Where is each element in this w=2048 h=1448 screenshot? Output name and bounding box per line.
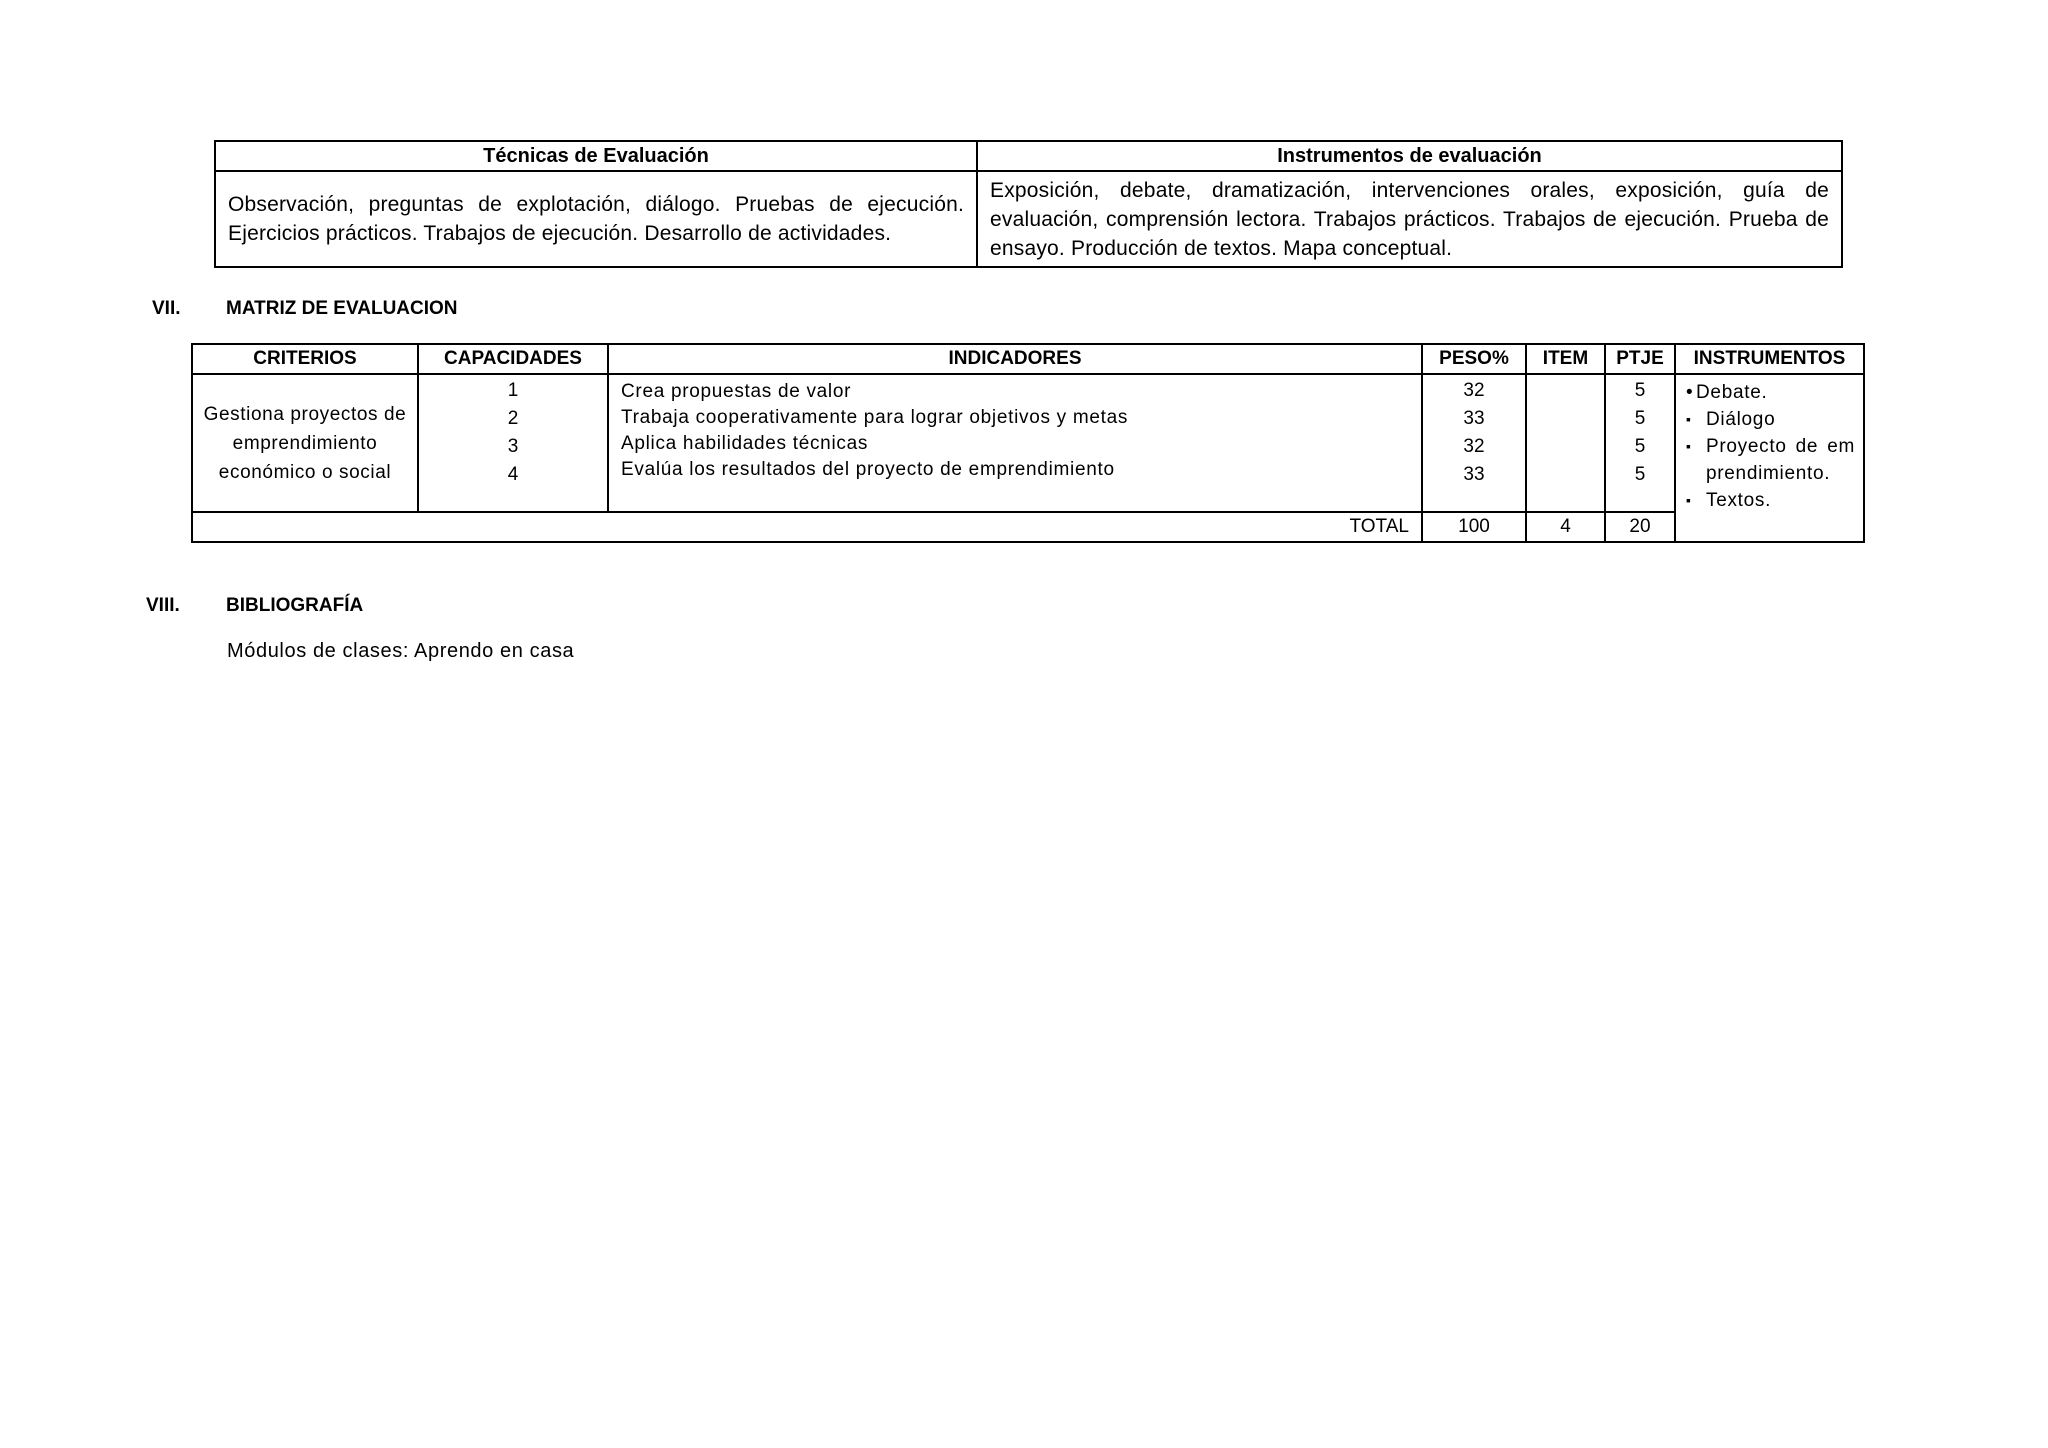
table-row (215, 171, 1842, 267)
ptje-value: 5 (1634, 436, 1646, 457)
peso-value: 32 (1463, 380, 1485, 401)
matrix-header-row (192, 344, 1864, 374)
evaluation-techniques-table (214, 140, 1843, 268)
header-tecnicas: Técnicas de Evaluación (215, 141, 977, 171)
header-ptje: PTJE (1605, 344, 1675, 374)
indicador-item: Trabaja cooperativamente para lograr objetivos y metas (621, 407, 1129, 428)
instrumentos-text: Exposición, debate, dramatización, intervenciones orales, exposición, guía de evaluación, comprensión lectora. Trabajos prácticos. Trabajos de ejecución. Prueba de ensayo. Producción de textos. Mapa conceptual. (977, 171, 1842, 267)
tecnicas-text: Observación, preguntas de explotación, diálogo. Pruebas de ejecución. Ejercicios prácticos. Trabajos de ejecución. Desarrollo de actividades. (215, 171, 977, 267)
header-peso: PESO% (1422, 344, 1526, 374)
item-cell (1526, 374, 1605, 512)
instrumento-text: Debate. (1696, 382, 1768, 403)
total-row (192, 512, 1864, 542)
ptje-cell (1605, 374, 1675, 512)
bullet-icon: • (1686, 382, 1694, 403)
section-title-matriz: MATRIZ DE EVALUACION (226, 298, 458, 319)
indicador-item: Aplica habilidades técnicas (621, 433, 869, 454)
capacidad-value: 3 (507, 436, 519, 457)
instrumento-item (1686, 487, 1855, 514)
instrumentos-cell (1675, 374, 1864, 542)
bullet-icon: ▪ (1686, 492, 1692, 508)
instrumento-text: Proyecto de emprendimiento. (1706, 436, 1855, 484)
instrumento-item (1686, 406, 1855, 433)
evaluation-matrix-table (191, 343, 1865, 543)
header-criterios: CRITERIOS (192, 344, 418, 374)
total-ptje: 20 (1605, 512, 1675, 542)
ptje-value: 5 (1634, 408, 1646, 429)
total-item: 4 (1526, 512, 1605, 542)
capacidades-cell (418, 374, 608, 512)
matrix-body-row (192, 374, 1864, 512)
capacidad-value: 1 (507, 380, 519, 401)
bullet-icon: ▪ (1686, 411, 1692, 427)
indicador-item: Crea propuestas de valor (621, 381, 852, 402)
instrumento-text: Diálogo (1706, 409, 1776, 430)
peso-value: 33 (1463, 464, 1485, 485)
table-header-row (215, 141, 1842, 171)
total-peso: 100 (1422, 512, 1526, 542)
indicador-item: Evalúa los resultados del proyecto de emprendimiento (621, 459, 1115, 480)
header-capacidades: CAPACIDADES (418, 344, 608, 374)
section-number-viii: VIII. (146, 595, 180, 616)
total-label: TOTAL (192, 512, 1422, 542)
indicadores-cell (608, 374, 1422, 512)
capacidad-value: 4 (507, 464, 519, 485)
instrumento-item (1686, 379, 1855, 406)
peso-cell (1422, 374, 1526, 512)
ptje-value: 5 (1634, 464, 1646, 485)
section-title-bibliografia: BIBLIOGRAFÍA (226, 595, 364, 616)
header-item: ITEM (1526, 344, 1605, 374)
bibliography-text: Módulos de clases: Aprendo en casa (227, 640, 575, 662)
peso-value: 32 (1463, 436, 1485, 457)
instrumento-text: Textos. (1706, 490, 1772, 511)
peso-value: 33 (1463, 408, 1485, 429)
capacidad-value: 2 (507, 408, 519, 429)
header-instrumentos-matrix: INSTRUMENTOS (1675, 344, 1864, 374)
instrumento-item (1686, 433, 1855, 487)
bullet-icon: ▪ (1686, 438, 1692, 454)
header-indicadores: INDICADORES (608, 344, 1422, 374)
section-number-vii: VII. (152, 298, 181, 319)
ptje-value: 5 (1634, 380, 1646, 401)
header-instrumentos: Instrumentos de evaluación (977, 141, 1842, 171)
criterio-cell: Gestiona proyectos de emprendimiento económico o social (192, 374, 418, 512)
